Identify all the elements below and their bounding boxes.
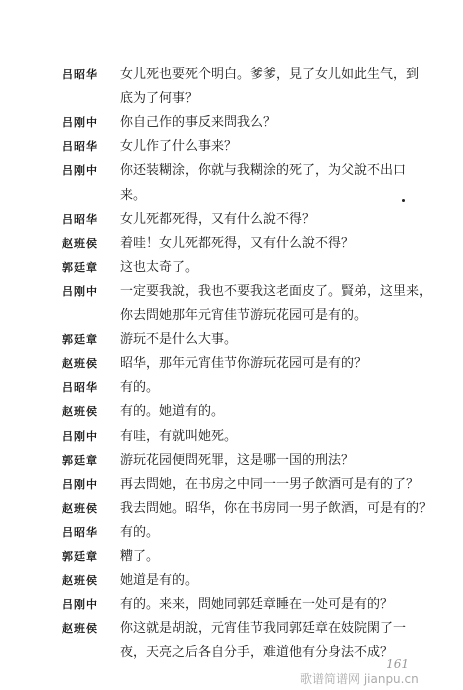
watermark: 歌谱简谱网 jianpu.cn (300, 672, 419, 686)
speaker-name: 郭廷章 (62, 333, 98, 347)
speaker-name: 赵班侯 (62, 236, 98, 250)
speaker-name: 赵班侯 (62, 405, 98, 419)
speaker-name: 赵班侯 (62, 357, 98, 371)
dialogue-text: 游玩不是什么大事。 (120, 332, 238, 348)
speaker-name: 吕昭华 (62, 140, 98, 154)
dialogue-text: 游玩花园便問死罪，这是哪一国的刑法？ (120, 452, 355, 468)
dialogue-text: 你还装糊涂，你就与我糊涂的死了，为父說不出口 (120, 163, 407, 179)
dialogue-text: 有的。来来，問她同郭廷章睡在一处可是有的？ (120, 597, 394, 613)
speaker-name: 吕刚中 (62, 164, 98, 178)
dialogue-text: 底为了何事？ (120, 91, 199, 107)
dialogue-line (0, 233, 463, 255)
dialogue-line (0, 185, 463, 207)
ink-dot (402, 199, 405, 202)
speaker-name: 郭廷章 (62, 453, 98, 467)
dialogue-line (0, 426, 463, 448)
dialogue-line (0, 88, 463, 110)
dialogue-line (0, 257, 463, 279)
speaker-name: 吕刚中 (62, 116, 98, 130)
dialogue-text: 一定要我說，我也不要我这老面皮了。賢弟，这里来， (120, 283, 433, 299)
dialogue-text: 女儿死也要死个明白。爹爹，見了女儿如此生气，到 (120, 67, 420, 82)
dialogue-text: 有哇，有就叫她死。 (120, 428, 238, 444)
dialogue-text: 女儿死都死得，又有什么說不得？ (120, 211, 316, 227)
dialogue-line (0, 353, 463, 375)
speaker-name: 吕刚中 (62, 429, 98, 443)
speaker-name: 赵班侯 (62, 574, 98, 588)
dialogue-text: 我去問她。昭华，你在书房同一男子飲酒，可是有的？ (120, 500, 433, 516)
dialogue-line (0, 64, 463, 86)
dialogue-text: 你去問她那年元宵佳节游玩花园可是有的。 (120, 308, 368, 323)
speaker-name: 吕昭华 (62, 525, 98, 539)
dialogue-line (0, 112, 463, 134)
dialogue-line (0, 546, 463, 568)
page-number: 161 (386, 657, 409, 671)
dialogue-text: 来。 (120, 187, 147, 203)
dialogue-text: 糟了。 (120, 549, 160, 564)
dialogue-line (0, 136, 463, 158)
speaker-name: 郭廷章 (62, 550, 98, 563)
speaker-name: 吕刚中 (62, 598, 98, 612)
dialogue-line (0, 570, 463, 592)
dialogue-text: 这也太奇了。 (120, 259, 199, 275)
dialogue-line (0, 522, 463, 544)
dialogue-line (0, 401, 463, 423)
dialogue-text: 你自己作的事反来問我么？ (120, 115, 277, 131)
dialogue-text: 再去問她，在书房之中同一一男子飲酒可是有的了？ (120, 476, 420, 492)
dialogue-text: 着哇！女儿死都死得，又有什么說不得？ (120, 235, 355, 251)
dialogue-line (0, 209, 463, 231)
speaker-name: 吕昭华 (62, 68, 98, 81)
speaker-name: 吕昭华 (62, 212, 98, 226)
dialogue-line (0, 618, 463, 640)
speaker-name: 吕刚中 (62, 477, 98, 491)
dialogue-text: 有的。 (120, 380, 160, 396)
dialogue-line (0, 305, 463, 327)
speaker-name: 吕刚中 (62, 284, 98, 298)
dialogue-line (0, 450, 463, 472)
dialogue-line (0, 281, 463, 303)
dialogue-line (0, 329, 463, 351)
dialogue-text: 有的。她道有的。 (120, 404, 225, 420)
speaker-name: 赵班侯 (62, 501, 98, 515)
dialogue-text: 她道是有的。 (120, 573, 199, 589)
dialogue-text: 女儿作了什么事来？ (120, 139, 238, 155)
dialogue-line (0, 594, 463, 616)
dialogue-line (0, 498, 463, 520)
dialogue-line (0, 474, 463, 496)
dialogue-text: 夜，天亮之后各自分手，难道他有分身法不成？ (120, 645, 394, 661)
dialogue-text: 你这就是胡說，元宵佳节我同郭廷章在妓院閑了一 (120, 621, 407, 637)
speaker-name: 郭廷章 (62, 260, 98, 274)
dialogue-line (0, 160, 463, 182)
dialogue-text: 有的。 (120, 524, 160, 540)
dialogue-line (0, 377, 463, 399)
speaker-name: 吕昭华 (62, 381, 98, 395)
speaker-name: 赵班侯 (62, 622, 98, 636)
dialogue-text: 昭华，那年元宵佳节你游玩花园可是有的？ (120, 356, 368, 372)
